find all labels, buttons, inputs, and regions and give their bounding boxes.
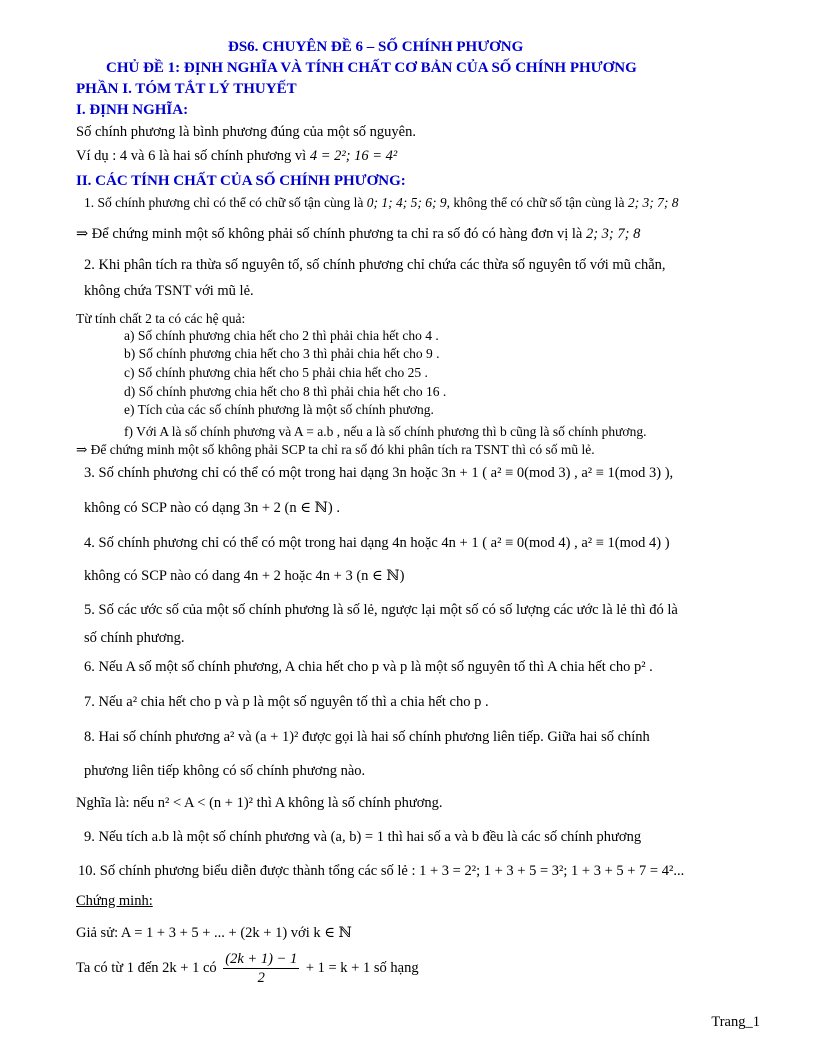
- corollary-f: f) Với A là số chính phương và A = a.b , nếu a là số chính phương thì b cũng là số chính phương.: [124, 424, 647, 439]
- proof-line-2: [76, 950, 419, 987]
- fraction-denominator: 2: [257, 970, 265, 986]
- property-8-line1: 8. Hai số chính phương a² và (a + 1)² được gọi là hai số chính phương liên tiếp. Giữa hai số chính: [84, 729, 650, 745]
- example-math: 4 = 2²; 16 = 4²: [309, 148, 398, 164]
- property-6: 6. Nếu A số một số chính phương, A chia hết cho p và p là một số nguyên tố thì A chia hết cho p² .: [84, 659, 653, 675]
- property-1: [84, 194, 678, 212]
- property-9: 9. Nếu tích a.b là một số chính phương và (a, b) = 1 thì hai số a và b đều là các số chính phương: [84, 829, 642, 845]
- property-8-note: Nghĩa là: nếu n² < A < (n + 1)² thì A không là số chính phương.: [76, 795, 443, 811]
- section-properties-title: II. CÁC TÍNH CHẤT CỦA SỐ CHÍNH PHƯƠNG:: [76, 173, 406, 189]
- corollary-a: a) Số chính phương chia hết cho 2 thì phải chia hết cho 4 .: [124, 328, 439, 343]
- property-2-note: ⇒ Để chứng minh một số không phải SCP ta chỉ ra số đó khi phân tích ra TSNT thì có số mũ lẻ.: [76, 442, 595, 457]
- document-title: ĐS6. CHUYÊN ĐỀ 6 – SỐ CHÍNH PHƯƠNG: [228, 39, 524, 55]
- fraction-numerator: (2k + 1) − 1: [225, 951, 298, 967]
- property-5-line2: số chính phương.: [84, 630, 185, 646]
- proof-line-2-post: + 1 = k + 1 số hạng: [305, 959, 419, 976]
- property-2-line2: không chứa TSNT với mũ lẻ.: [84, 283, 254, 299]
- property-1-digits: 0; 1; 4; 5; 6; 9: [366, 195, 447, 210]
- fraction: [223, 950, 299, 987]
- corollary-c: c) Số chính phương chia hết cho 5 phải chia hết cho 25 .: [124, 365, 428, 380]
- corollary-intro: Từ tính chất 2 ta có các hệ quả:: [76, 311, 246, 326]
- property-1-mid: , không thể có chữ số tận cùng là: [446, 195, 625, 210]
- part-title: PHẦN I. TÓM TẮT LÝ THUYẾT: [76, 81, 297, 97]
- property-1-text: 1. Số chính phương chỉ có thể có chữ số tận cùng là: [84, 195, 364, 210]
- proof-line-1: Giả sử: A = 1 + 3 + 5 + ... + (2k + 1) với k ∈ ℕ: [76, 925, 352, 941]
- property-1-note-digits: 2; 3; 7; 8: [585, 226, 641, 242]
- property-4-line1: 4. Số chính phương chỉ có thể có một trong hai dạng 4n hoặc 4n + 1 ( a² ≡ 0(mod 4) , a² ≡ 1(mod 4) ): [84, 535, 670, 551]
- property-2-line1: 2. Khi phân tích ra thừa số nguyên tố, số chính phương chỉ chứa các thừa số nguyên tố với mũ chẵn,: [84, 257, 666, 273]
- topic-title: CHỦ ĐỀ 1: ĐỊNH NGHĨA VÀ TÍNH CHẤT CƠ BẢN CỦA SỐ CHÍNH PHƯƠNG: [106, 60, 637, 76]
- corollary-e: e) Tích của các số chính phương là một số chính phương.: [124, 402, 434, 417]
- property-4-line2: không có SCP nào có dang 4n + 2 hoặc 4n + 3 (n ∈ ℕ): [84, 568, 405, 584]
- corollary-d: d) Số chính phương chia hết cho 8 thì phải chia hết cho 16 .: [124, 384, 447, 399]
- example-line: [76, 147, 397, 165]
- implies-arrow: ⇒: [76, 226, 89, 242]
- proof-title: Chứng minh:: [76, 893, 153, 909]
- property-5-line1: 5. Số các ước số của một số chính phương là số lẻ, ngược lại một số có số lượng các ước là lẻ thì đó là: [84, 602, 678, 618]
- section-definition-title: I. ĐỊNH NGHĨA:: [76, 102, 189, 118]
- property-3-line1: 3. Số chính phương chỉ có thể có một trong hai dạng 3n hoặc 3n + 1 ( a² ≡ 0(mod 3) , a² ≡ 1(mod 3) ),: [84, 465, 674, 481]
- page-number: Trang_1: [711, 1014, 760, 1030]
- example-text: Ví dụ : 4 và 6 là hai số chính phương vì: [76, 148, 307, 164]
- property-1-bad-digits: 2; 3; 7; 8: [627, 195, 679, 210]
- property-1-note-text: Để chứng minh một số không phải số chính phương ta chỉ ra số đó có hàng đơn vị là: [91, 226, 583, 242]
- property-3-line2: không có SCP nào có dạng 3n + 2 (n ∈ ℕ) .: [84, 500, 340, 516]
- property-8-line2: phương liên tiếp không có số chính phương nào.: [84, 763, 366, 779]
- property-7: 7. Nếu a² chia hết cho p và p là một số nguyên tố thì a chia hết cho p .: [84, 694, 489, 710]
- corollary-b: b) Số chính phương chia hết cho 3 thì phải chia hết cho 9 .: [124, 346, 440, 361]
- property-10: 10. Số chính phương biểu diễn được thành tổng các số lẻ : 1 + 3 = 2²; 1 + 3 + 5 = 3²; 1 + 3 + 5 + 7 = 4²...: [78, 863, 685, 879]
- property-1-note: [76, 225, 640, 243]
- definition-text: Số chính phương là bình phương đúng của một số nguyên.: [76, 124, 416, 140]
- proof-line-2-pre: Ta có từ 1 đến 2k + 1 có: [76, 959, 217, 976]
